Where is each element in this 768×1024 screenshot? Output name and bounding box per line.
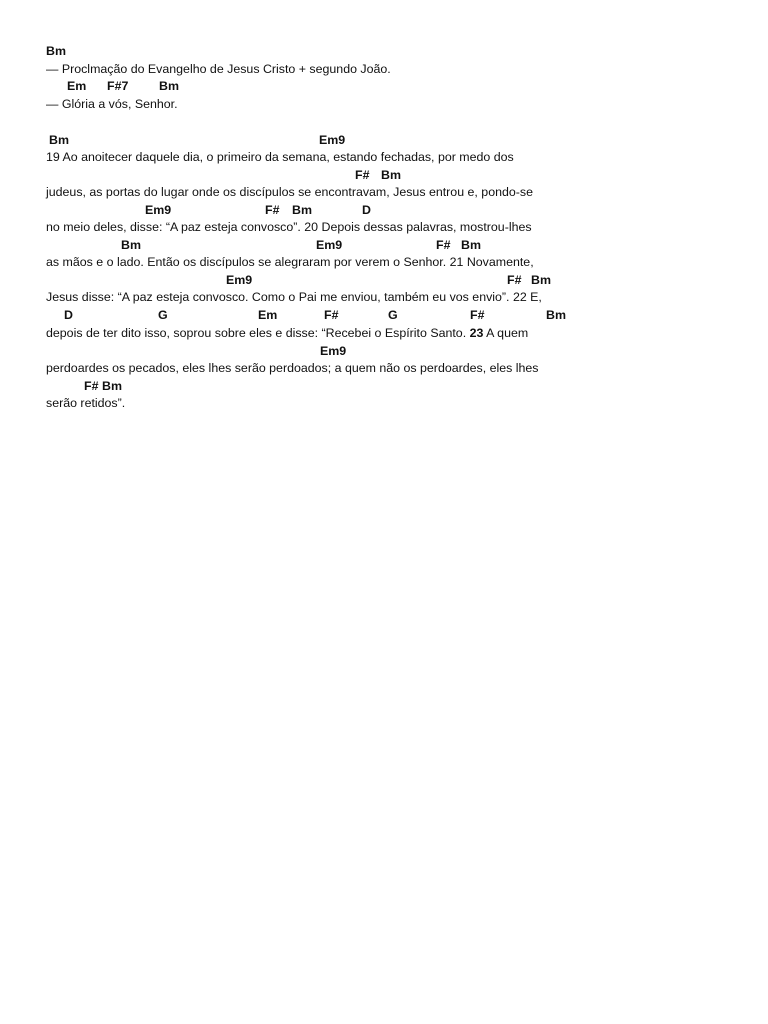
chord: D: [362, 203, 371, 217]
chord: Bm: [461, 238, 481, 252]
chord: F#: [324, 308, 339, 322]
chord: Em9: [320, 344, 347, 358]
chord: Bm: [121, 238, 141, 252]
chord: D: [64, 308, 73, 322]
lyric-line: serão retidos”.: [46, 396, 126, 410]
chord: Bm: [292, 203, 312, 217]
chord: Bm: [102, 379, 122, 393]
chord: Bm: [546, 308, 566, 322]
chord: Em9: [319, 133, 346, 147]
chord: Em: [258, 308, 278, 322]
chord: G: [158, 308, 168, 322]
chord: F#: [84, 379, 99, 393]
chord: Em9: [316, 238, 343, 252]
chord: F#: [470, 308, 485, 322]
verse-number: 23: [469, 326, 484, 340]
lyric-line: [46, 325, 528, 341]
lyric-line: judeus, as portas do lugar onde os discípulos se encontravam, Jesus entrou e, pondo-se: [46, 185, 533, 199]
chord: Em9: [145, 203, 172, 217]
chord: F#7: [107, 79, 129, 93]
chord: F#: [355, 168, 370, 182]
chord: F#: [436, 238, 451, 252]
chord: F#: [507, 273, 522, 287]
chord: Em9: [226, 273, 253, 287]
lyric-line: no meio deles, disse: “A paz esteja convosco”. 20 Depois dessas palavras, mostrou-lhes: [46, 220, 532, 234]
lyric-line: 19 Ao anoitecer daquele dia, o primeiro da semana, estando fechadas, por medo dos: [46, 150, 514, 164]
chord: Bm: [46, 44, 66, 58]
chord: Em: [67, 79, 87, 93]
lyric-line: Jesus disse: “A paz esteja convosco. Como o Pai me enviou, também eu vos envio”. 22 E,: [46, 290, 542, 304]
lyric-line: — Proclmação do Evangelho de Jesus Cristo + segundo João.: [46, 62, 391, 76]
lyric-line: as mãos e o lado. Então os discípulos se alegraram por verem o Senhor. 21 Novamente,: [46, 255, 534, 269]
lyric-line: perdoardes os pecados, eles lhes serão perdoados; a quem não os perdoardes, eles lhes: [46, 361, 539, 375]
chord: F#: [265, 203, 280, 217]
lyric-text: depois de ter dito isso, soprou sobre eles e disse: “Recebei o Espírito Santo.: [46, 326, 470, 340]
lyric-line: — Glória a vós, Senhor.: [46, 97, 178, 111]
chord: Bm: [531, 273, 551, 287]
lyric-text: A quem: [483, 326, 529, 340]
chord: Bm: [49, 133, 69, 147]
chord: Bm: [381, 168, 401, 182]
chord: Bm: [159, 79, 179, 93]
chord: G: [388, 308, 398, 322]
